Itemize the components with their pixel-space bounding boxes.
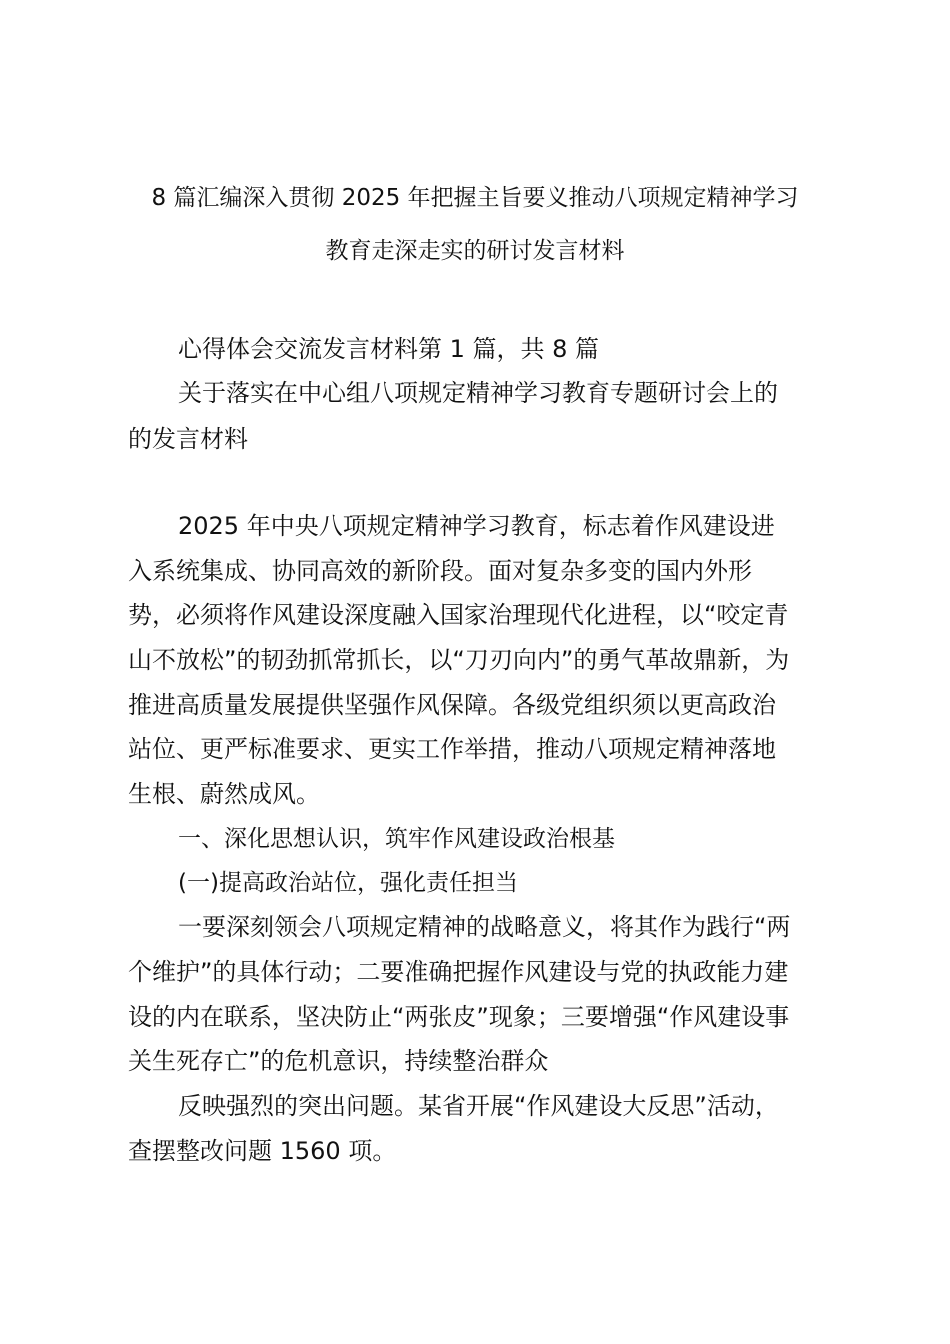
document-title-line-2: 教育走深走实的研讨发言材料 bbox=[325, 238, 625, 264]
heading-line-1: 关于落实在中心组八项规定精神学习教育专题研讨会上的 bbox=[178, 379, 778, 407]
paragraph-1-line-2: 入系统集成、协同高效的新阶段。面对复杂多变的国内外形 bbox=[128, 557, 752, 585]
subsection-1-heading: (一)提高政治站位，强化责任担当 bbox=[178, 870, 518, 896]
paragraph-2-line-4: 关生死存亡”的危机意识，持续整治群众 bbox=[128, 1047, 549, 1075]
paragraph-1-line-4: 山不放松”的韧劲抓常抓长，以“刀刃向内”的勇气革故鼎新，为 bbox=[128, 646, 790, 674]
paragraph-1-line-3: 势，必须将作风建设深度融入国家治理现代化进程，以“咬定青 bbox=[128, 601, 789, 629]
paragraph-1-line-6: 站位、更严标准要求、更实工作举措，推动八项规定精神落地 bbox=[128, 735, 776, 763]
paragraph-2-line-2: 个维护”的具体行动；二要准确把握作风建设与党的执政能力建 bbox=[128, 958, 789, 986]
paragraph-1-line-5: 推进高质量发展提供坚强作风保障。各级党组织须以更高政治 bbox=[128, 691, 776, 719]
paragraph-3-line-1: 反映强烈的突出问题。某省开展“作风建设大反思”活动， bbox=[178, 1092, 779, 1120]
paragraph-2-line-1: 一要深刻领会八项规定精神的战略意义，将其作为践行“两 bbox=[178, 913, 791, 941]
paragraph-2-line-3: 设的内在联系，坚决防止“两张皮”现象；三要增强“作风建设事 bbox=[128, 1003, 790, 1031]
paragraph-1-line-7: 生根、蔚然成风。 bbox=[128, 780, 320, 808]
heading-line-2: 的发言材料 bbox=[128, 425, 248, 453]
document-subtitle: 心得体会交流发言材料第 1 篇，共 8 篇 bbox=[178, 335, 600, 363]
document-title-line-1: 8 篇汇编深入贯彻 2025 年把握主旨要义推动八项规定精神学习 bbox=[151, 185, 799, 211]
paragraph-1-line-1: 2025 年中央八项规定精神学习教育，标志着作风建设进 bbox=[178, 512, 775, 540]
section-1-heading: 一、深化思想认识，筑牢作风建设政治根基 bbox=[178, 826, 615, 852]
paragraph-3-line-2: 查摆整改问题 1560 项。 bbox=[128, 1137, 397, 1165]
